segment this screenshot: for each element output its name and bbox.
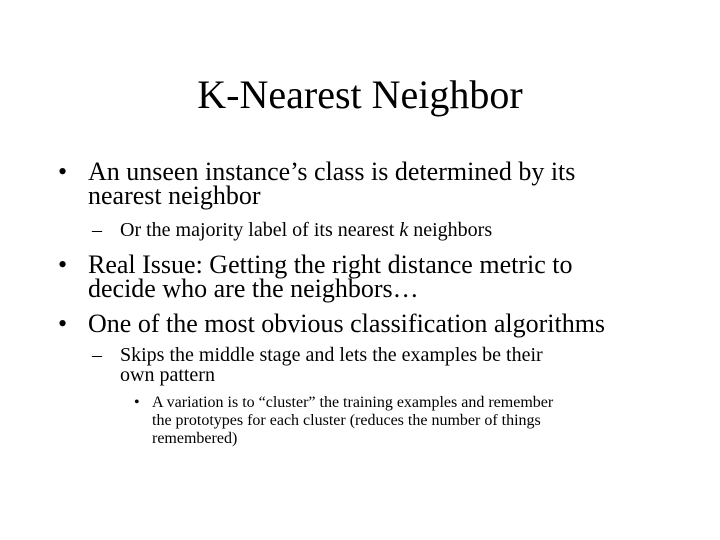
bullet-marker: • bbox=[134, 394, 140, 411]
bullet-text-line: nearest neighbor bbox=[88, 181, 261, 210]
bullet-text-line: An unseen instance’s class is determined by its bbox=[88, 157, 576, 186]
sub-sub-bullet-text-line: A variation is to “cluster” the training examples and remember bbox=[152, 394, 554, 411]
sub-bullet-text-line: Skips the middle stage and lets the examples be their bbox=[120, 344, 543, 366]
bullet-text-line: Real Issue: Getting the right distance metric to bbox=[88, 250, 573, 279]
bullet-marker: • bbox=[58, 157, 68, 186]
sub-bullet-text-line: own pattern bbox=[120, 364, 215, 386]
sub-sub-bullet-item bbox=[134, 394, 554, 448]
sub-bullet-text-italic: k bbox=[399, 219, 409, 241]
bullet-item bbox=[58, 157, 576, 210]
sub-bullet-text bbox=[120, 220, 492, 240]
sub-bullet-item bbox=[92, 344, 543, 386]
sub-bullet-text-prefix: Or the majority label of its nearest bbox=[120, 219, 400, 241]
bullet-item bbox=[58, 250, 573, 303]
dash-marker: – bbox=[92, 344, 102, 366]
slide-title: K-Nearest Neighbor bbox=[197, 72, 523, 117]
bullet-item bbox=[58, 309, 606, 338]
bullet-marker: • bbox=[58, 309, 68, 338]
sub-sub-bullet-text-line: the prototypes for each cluster (reduces the number of things bbox=[152, 412, 541, 429]
sub-bullet-text-suffix: neighbors bbox=[408, 219, 493, 241]
dash-marker: – bbox=[92, 219, 102, 241]
sub-bullet-item bbox=[92, 219, 493, 241]
bullet-text-line: One of the most obvious classification algorithms bbox=[88, 309, 606, 338]
sub-sub-bullet-text-line: remembered) bbox=[152, 430, 238, 447]
bullet-marker: • bbox=[58, 250, 68, 279]
bullet-text-line: decide who are the neighbors… bbox=[88, 274, 419, 303]
